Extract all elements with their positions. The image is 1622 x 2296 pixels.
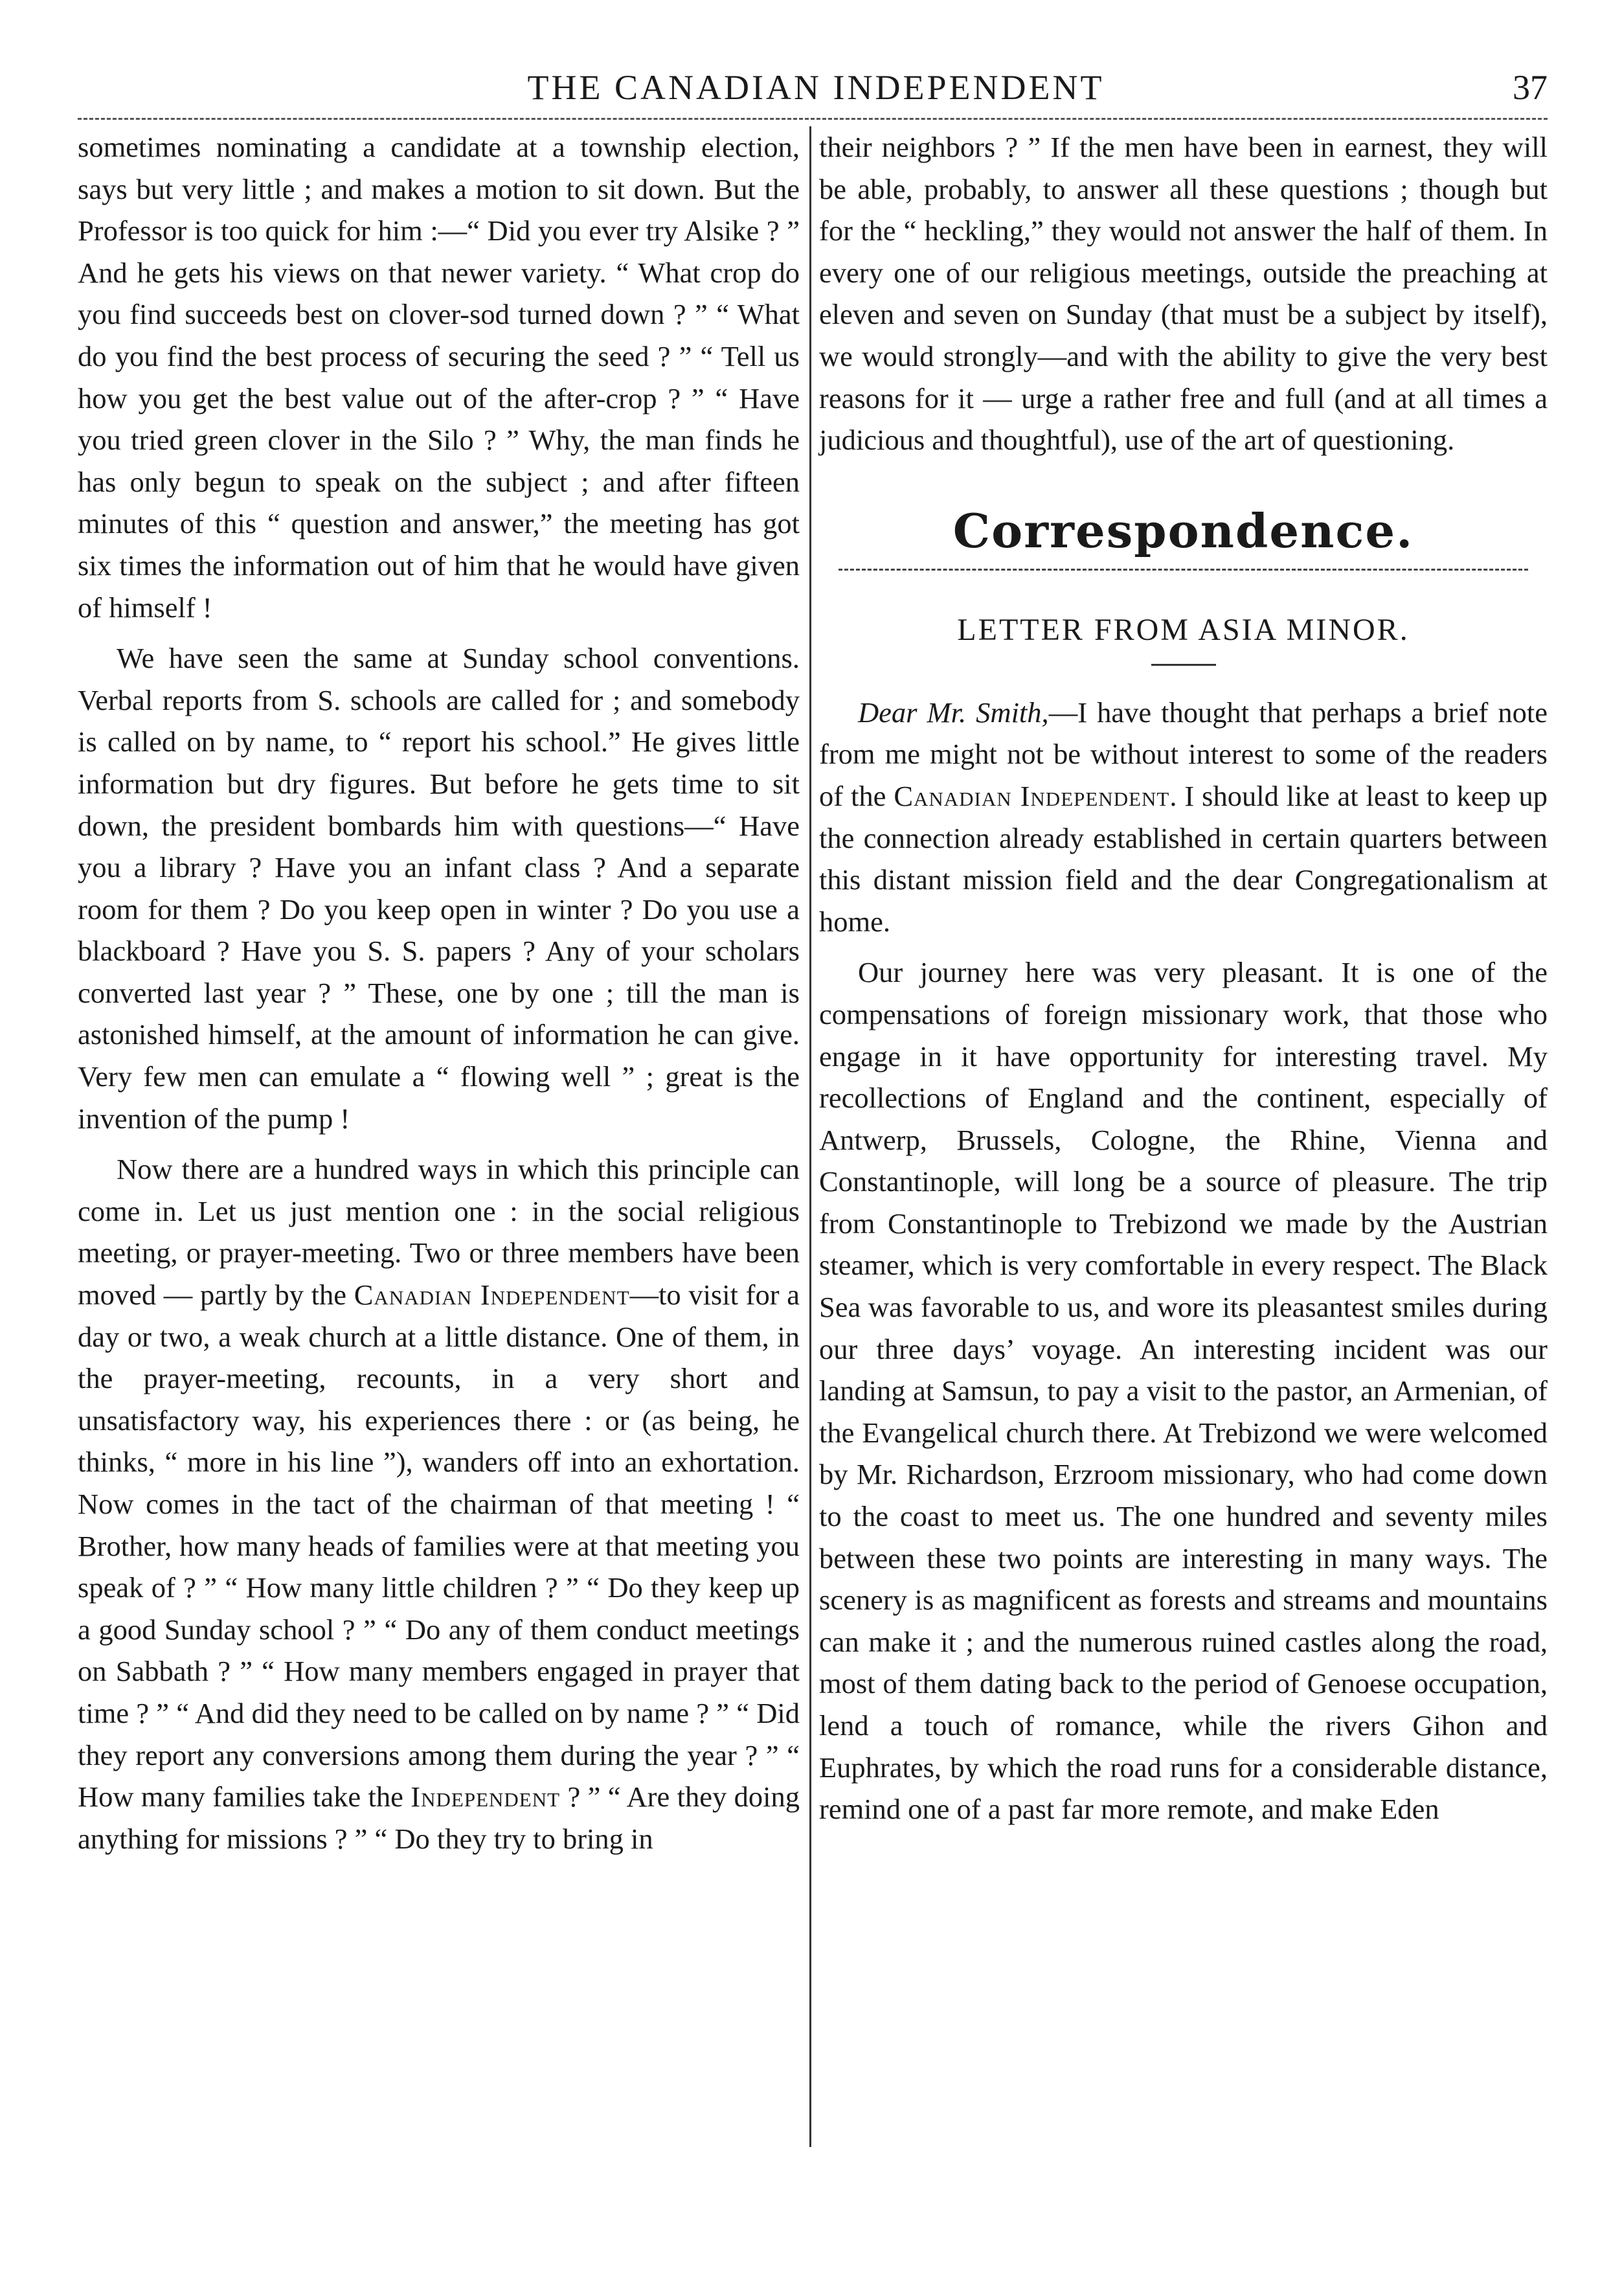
right-column [819,126,1548,1830]
header-rule [78,118,1548,120]
right-paragraph-2-text-b: . I should like at least to keep up the connection already established in certain quarters between this distant mission field and the dear Congregationalism at home. [819,779,1548,938]
running-title: THE CANADIAN INDEPENDENT [527,68,1105,107]
right-paragraph-2 [819,692,1548,943]
left-paragraph-3-text-b: —to visit for a day or two, a weak church at a little distance. One of them, in the prayer-meeting, recounts, in a very short and unsatisfactory way, his experiences there : or (as being, he thinks, “ more in his line ”), wanders off into an exhortation. Now comes in the tact of the chairman of that meeting ! “ Brother, how many heads of families were at that meeting you speak of ? ” “ How many little children ? ” “ Do they keep up a good Sunday school ? ” “ Do any of them conduct meetings on Sabbath ? ” “ How many members engaged in prayer that time ? ” “ And did they need to be called on by name ? ” “ Did they report any conversions among them during the year ? ” “ How many families take the [78,1279,800,1813]
right-paragraph-1: their neighbors ? ” If the men have been in earnest, they will be able, probably, to answer all these questions ; though but for the “ heckling,” they would not answer the half of them. In every one of our religious meetings, outside the preaching at eleven and seven on Sunday (that must be a subject by itself), we would strongly—and with the ability to give the very best reasons for it — urge a rather free and full (and at all times a judicious and thoughtful), use of the art of questioning. [819,131,1548,457]
publication-name-letter: Canadian Independent [894,779,1170,812]
left-paragraph-3 [78,1148,800,1859]
page-number: 37 [1513,68,1548,107]
publication-name-short: Independent [411,1780,561,1813]
right-paragraph-3: Our journey here was very pleasant. It is one of the compensations of foreign missionary work, that those who engage in it have opportunity for interesting travel. My recollections of England and the continent, especially of Antwerp, Brussels, Cologne, the Rhine, Vienna and Constantinople, will long be a source of pleasure. The trip from Constantinople to Trebizond we made by the Austrian steamer, which is very comfortable in every respect. The Black Sea was favorable to us, and wore its pleasantest smiles during our three days’ voyage. An interesting incident was our landing at Samsun, to pay a visit to the pastor, an Armenian, of the Evangelical church there. At Trebizond we were welcomed by Mr. Richardson, Erzroom missionary, who had come down to the coast to meet us. The one hundred and seventy miles between these two points are interesting in many ways. The scenery is as magnificent as forests and streams and mountains can make it ; and the numerous ruined castles along the road, most of them dating back to the period of Genoese occupation, lend a touch of romance, while the rivers Gihon and Euphrates, by which the road runs for a considerable distance, remind one of a past far more remote, and make Eden [819,956,1548,1826]
left-paragraph-2: We have seen the same at Sunday school conventions. Verbal reports from S. schools are called for ; and somebody is called on by name, to “ report his school.” He gives little information but dry figures. But before he gets time to sit down, the president bombards him with questions—“ Have you a library ? Have you an infant class ? And a separate room for them ? Do you keep open in winter ? Do you use a blackboard ? Have you S. S. papers ? Any of your scholars converted last year ? ” These, one by one ; till the man is astonished himself, at the amount of information he can give. Very few men can emulate a “ flowing well ” ; great is the invention of the pump ! [78,642,800,1135]
publication-name: Canadian Independent [354,1279,630,1312]
column-divider [809,126,811,2147]
left-paragraph-3-text-c: ? ” “ Are they doing anything for missions ? ” “ Do they try to bring in [78,1780,800,1855]
right-paragraph-2-text-a: —I have thought that perhaps a brief note from me might not be without interest to some of the readers of the [819,696,1548,812]
running-head [78,65,1554,110]
salutation: Dear Mr. Smith, [858,696,1049,729]
section-rule [839,569,1528,571]
left-paragraph-1: sometimes nominating a candidate at a township election, says but very little ; and makes a motion to sit down. But the Professor is too quick for him :—“ Did you ever try Alsike ? ” And he gets his views on that newer variety. “ What crop do you find succeeds best on clover-sod turned down ? ” “ What do you find the best process of securing the seed ? ” “ Tell us how you get the best value out of the after-crop ? ” “ Have you tried green clover in the Silo ? ” Why, the man finds he has only begun to speak on the subject ; and after fifteen minutes of this “ question and answer,” the meeting has got six times the information out of him that he would have given of himself ! [78,131,800,624]
left-column [78,126,800,1859]
article-title: LETTER FROM ASIA MINOR. [957,612,1410,647]
left-paragraph-3-text-a: Now there are a hundred ways in which this principle can come in. Let us just mention one : in the social religious meeting, or prayer-meeting. Two or three members have been moved — partly by the [78,1153,800,1312]
section-heading: Correspondence. [952,503,1414,558]
title-rule [1151,664,1216,666]
